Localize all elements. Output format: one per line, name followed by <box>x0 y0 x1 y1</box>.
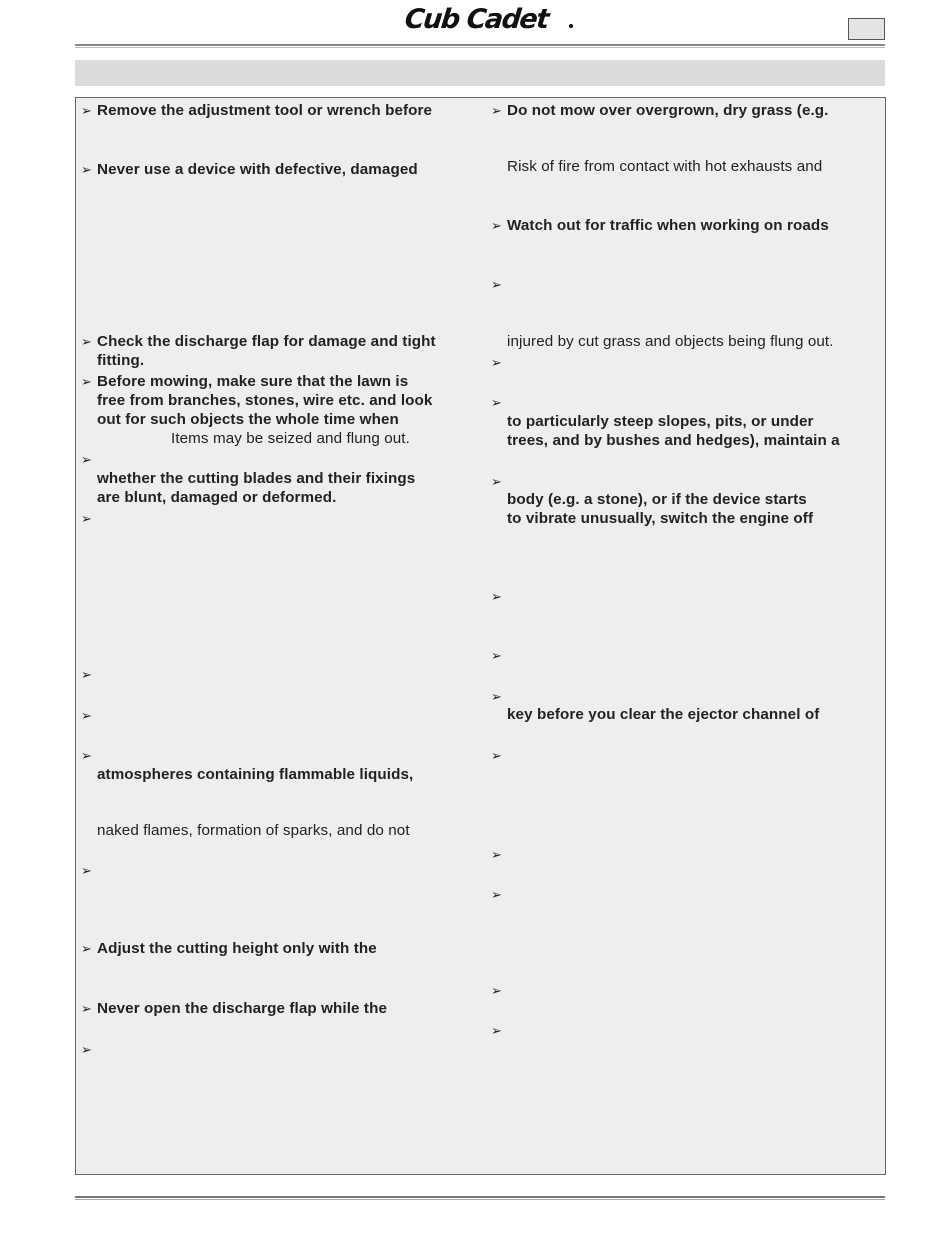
footer-rule-thin <box>75 1199 885 1200</box>
bullet-arrow-icon: ➢ <box>491 887 502 902</box>
logo-registered-dot <box>569 24 573 28</box>
instruction-line: Before mowing, make sure that the lawn is <box>97 373 409 390</box>
bullet-arrow-icon: ➢ <box>81 1042 92 1057</box>
instruction-line: naked flames, formation of sparks, and do not <box>97 822 410 839</box>
instruction-line: are blunt, damaged or deformed. <box>97 489 337 506</box>
instruction-line: trees, and by bushes and hedges), maintain a <box>507 432 840 449</box>
instruction-line: Do not mow over overgrown, dry grass (e.g. <box>507 102 829 119</box>
bullet-arrow-icon: ➢ <box>81 941 92 956</box>
bullet-arrow-icon: ➢ <box>81 452 92 467</box>
bullet-arrow-icon: ➢ <box>81 748 92 763</box>
bullet-arrow-icon: ➢ <box>491 474 502 489</box>
instruction-line: Never open the discharge flap while the <box>97 1000 388 1017</box>
instruction-line: to particularly steep slopes, pits, or under <box>507 413 814 430</box>
bullet-arrow-icon: ➢ <box>491 589 502 604</box>
instruction-line: to vibrate unusually, switch the engine off <box>507 510 814 527</box>
instruction-line: key before you clear the ejector channel of <box>507 706 820 723</box>
bullet-arrow-icon: ➢ <box>81 334 92 349</box>
instruction-line: injured by cut grass and objects being flung out. <box>507 333 834 350</box>
header-rule-thin <box>75 47 885 48</box>
instruction-line: Watch out for traffic when working on roads <box>507 217 829 234</box>
cub-cadet-logo: Cub Cadet <box>403 4 550 35</box>
instruction-line: Risk of fire from contact with hot exhausts and <box>507 158 823 175</box>
instruction-line: whether the cutting blades and their fixings <box>97 470 416 487</box>
instruction-line: body (e.g. a stone), or if the device starts <box>507 491 807 508</box>
instruction-line: atmospheres containing flammable liquids, <box>97 766 414 783</box>
instruction-line: Items may be seized and flung out. <box>171 430 410 447</box>
instruction-line: out for such objects the whole time when <box>97 411 399 428</box>
bullet-arrow-icon: ➢ <box>491 648 502 663</box>
bullet-arrow-icon: ➢ <box>81 511 92 526</box>
instruction-line: Never use a device with defective, damaged <box>97 161 418 178</box>
instruction-line: fitting. <box>97 352 145 369</box>
bullet-arrow-icon: ➢ <box>81 374 92 389</box>
bullet-arrow-icon: ➢ <box>81 103 92 118</box>
bullet-arrow-icon: ➢ <box>491 218 502 233</box>
header-rule <box>75 44 885 46</box>
bullet-arrow-icon: ➢ <box>491 355 502 370</box>
section-heading-band <box>75 60 885 86</box>
bullet-arrow-icon: ➢ <box>81 863 92 878</box>
bullet-arrow-icon: ➢ <box>491 847 502 862</box>
instruction-line: Remove the adjustment tool or wrench before <box>97 102 433 119</box>
bullet-arrow-icon: ➢ <box>491 277 502 292</box>
bullet-arrow-icon: ➢ <box>81 667 92 682</box>
bullet-arrow-icon: ➢ <box>491 103 502 118</box>
bullet-arrow-icon: ➢ <box>81 162 92 177</box>
bullet-arrow-icon: ➢ <box>81 1001 92 1016</box>
bullet-arrow-icon: ➢ <box>491 983 502 998</box>
bullet-arrow-icon: ➢ <box>491 748 502 763</box>
footer-rule <box>75 1196 885 1198</box>
bullet-arrow-icon: ➢ <box>491 689 502 704</box>
instruction-line: free from branches, stones, wire etc. and look <box>97 392 433 409</box>
instruction-line: Check the discharge flap for damage and tight <box>97 333 436 350</box>
bullet-arrow-icon: ➢ <box>81 708 92 723</box>
page-number-box <box>848 18 885 40</box>
bullet-arrow-icon: ➢ <box>491 1023 502 1038</box>
instruction-line: Adjust the cutting height only with the <box>97 940 377 957</box>
bullet-arrow-icon: ➢ <box>491 395 502 410</box>
